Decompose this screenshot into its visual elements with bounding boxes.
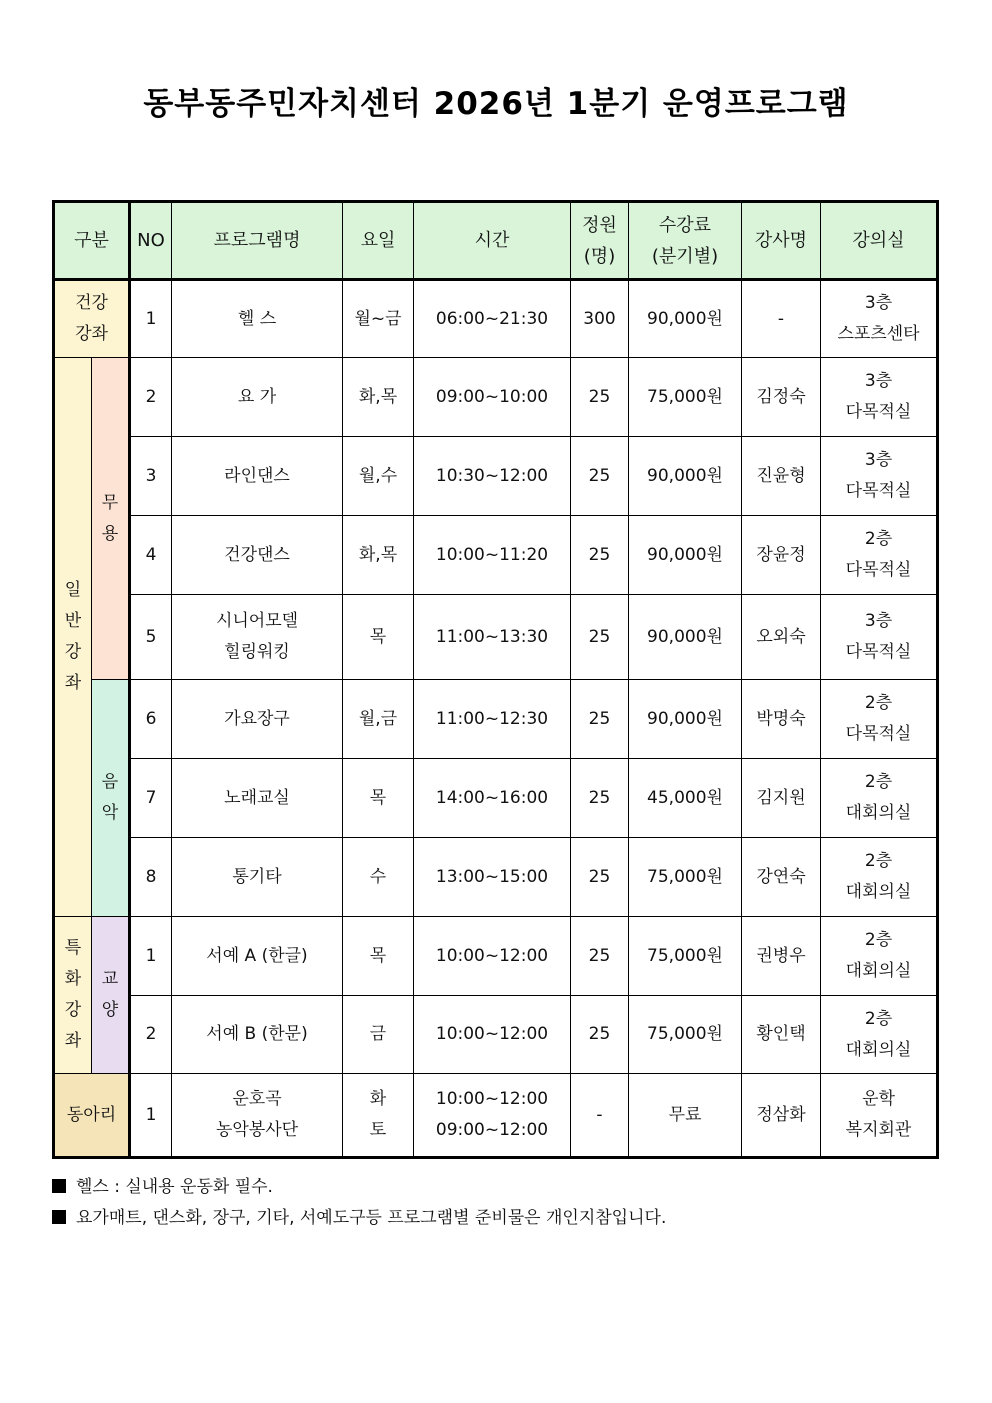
program-time: 11:00~13:30 — [414, 595, 571, 680]
header-row — [54, 202, 938, 280]
program-fee: 무료 — [629, 1074, 742, 1158]
row-no: 1 — [130, 1074, 172, 1158]
room-name: 다목적실 — [845, 724, 912, 744]
room-floor: 3층 — [864, 450, 893, 470]
program-fee: 90,000원 — [629, 437, 742, 516]
square-bullet-icon — [52, 1179, 66, 1193]
program-time: 13:00~15:00 — [414, 838, 571, 917]
program-capacity: 25 — [571, 516, 629, 595]
program-days: 월~금 — [343, 280, 414, 358]
program-time: 09:00~10:00 — [414, 358, 571, 437]
program-fee: 90,000원 — [629, 680, 742, 759]
program-instructor: - — [742, 280, 821, 358]
room-floor: 2층 — [864, 529, 893, 549]
subcategory-culture — [92, 917, 130, 1074]
category-club: 동아리 — [54, 1074, 130, 1158]
notes — [52, 1172, 666, 1234]
header-fee — [629, 202, 742, 280]
subcategory-culture-label: 교양 — [101, 969, 119, 1020]
program-days-line2: 토 — [369, 1120, 387, 1140]
room-name: 대회의실 — [845, 1039, 912, 1060]
room-floor: 3층 — [864, 371, 893, 391]
header-fee-line2: (분기별) — [651, 245, 719, 267]
row-no: 1 — [130, 280, 172, 358]
header-days: 요일 — [343, 202, 414, 280]
program-days: 월,금 — [343, 680, 414, 759]
header-category: 구분 — [54, 202, 130, 280]
category-general — [54, 358, 92, 917]
program-instructor: 황인택 — [742, 996, 821, 1074]
table-row — [54, 358, 938, 437]
program-room — [821, 358, 938, 437]
category-general-label: 일반강좌 — [64, 580, 82, 693]
room-floor: 2층 — [864, 693, 893, 713]
program-room — [821, 516, 938, 595]
program-capacity: - — [571, 1074, 629, 1158]
table-row — [54, 759, 938, 838]
program-name: 헬 스 — [172, 280, 343, 358]
header-capacity-line1: 정원 — [582, 214, 617, 236]
program-capacity: 25 — [571, 358, 629, 437]
program-name: 노래교실 — [172, 759, 343, 838]
program-instructor: 김지원 — [742, 759, 821, 838]
room-name: 스포츠센타 — [837, 324, 920, 344]
program-name: 가요장구 — [172, 680, 343, 759]
header-no: NO — [130, 202, 172, 280]
program-room — [821, 759, 938, 838]
program-time: 14:00~16:00 — [414, 759, 571, 838]
program-room — [821, 917, 938, 996]
table-row — [54, 280, 938, 358]
subcategory-dance-label: 무용 — [101, 492, 119, 544]
program-instructor: 진윤형 — [742, 437, 821, 516]
room-name: 다목적실 — [845, 402, 912, 422]
note-item — [52, 1172, 666, 1203]
room-floor: 운학 — [862, 1089, 895, 1109]
row-no: 8 — [130, 838, 172, 917]
program-fee: 90,000원 — [629, 595, 742, 680]
program-time-line1: 10:00~12:00 — [435, 1089, 549, 1109]
program-name: 통기타 — [172, 838, 343, 917]
room-name: 다목적실 — [845, 481, 912, 501]
header-program: 프로그램명 — [172, 202, 343, 280]
program-time: 10:00~11:20 — [414, 516, 571, 595]
room-floor: 3층 — [864, 293, 893, 313]
program-time: 10:30~12:00 — [414, 437, 571, 516]
row-no: 2 — [130, 358, 172, 437]
program-fee: 75,000원 — [629, 838, 742, 917]
program-time: 11:00~12:30 — [414, 680, 571, 759]
subcategory-dance — [92, 358, 130, 680]
room-name: 다목적실 — [845, 642, 912, 662]
room-name: 대회의실 — [845, 803, 912, 823]
category-health-line1: 건강 — [75, 293, 108, 313]
program-room — [821, 996, 938, 1074]
program-days: 목 — [343, 759, 414, 838]
table-row — [54, 680, 938, 759]
program-days: 목 — [343, 917, 414, 996]
program-instructor: 장윤정 — [742, 516, 821, 595]
program-capacity: 25 — [571, 759, 629, 838]
table-row — [54, 516, 938, 595]
program-name-line2: 힐링워킹 — [224, 642, 290, 662]
page-title: 동부동주민자치센터 2026년 1분기 운영프로그램 — [143, 86, 849, 122]
program-capacity: 300 — [571, 280, 629, 358]
room-name: 복지회관 — [845, 1120, 912, 1140]
program-capacity: 25 — [571, 437, 629, 516]
row-no: 5 — [130, 595, 172, 680]
program-room — [821, 680, 938, 759]
program-name: 라인댄스 — [172, 437, 343, 516]
table-row — [54, 838, 938, 917]
program-name: 요 가 — [172, 358, 343, 437]
program-days: 금 — [343, 996, 414, 1074]
program-name-line2: 농악봉사단 — [215, 1120, 299, 1140]
program-name: 서예 B (한문) — [172, 996, 343, 1074]
room-floor: 3층 — [864, 611, 893, 631]
program-capacity: 25 — [571, 996, 629, 1074]
program-days — [343, 1074, 414, 1158]
program-instructor: 강연숙 — [742, 838, 821, 917]
program-room — [821, 437, 938, 516]
program-instructor: 권병우 — [742, 917, 821, 996]
program-table — [52, 200, 939, 1159]
program-days: 화,목 — [343, 516, 414, 595]
program-name: 서예 A (한글) — [172, 917, 343, 996]
program-instructor: 박명숙 — [742, 680, 821, 759]
row-no: 6 — [130, 680, 172, 759]
program-capacity: 25 — [571, 680, 629, 759]
note-item — [52, 1203, 666, 1234]
program-name — [172, 595, 343, 680]
program-fee: 75,000원 — [629, 917, 742, 996]
program-capacity: 25 — [571, 917, 629, 996]
program-room — [821, 838, 938, 917]
program-days: 화,목 — [343, 358, 414, 437]
header-capacity — [571, 202, 629, 280]
program-days-line1: 화 — [369, 1089, 387, 1109]
table-row — [54, 437, 938, 516]
room-name: 대회의실 — [845, 882, 912, 902]
program-capacity: 25 — [571, 838, 629, 917]
table-row — [54, 595, 938, 680]
program-room — [821, 280, 938, 358]
program-days: 월,수 — [343, 437, 414, 516]
header-capacity-line2: (명) — [583, 245, 616, 267]
program-name-line1: 운호곡 — [232, 1089, 282, 1109]
program-fee: 75,000원 — [629, 996, 742, 1074]
program-days: 목 — [343, 595, 414, 680]
program-name-line1: 시니어모델 — [215, 611, 299, 631]
program-days: 수 — [343, 838, 414, 917]
square-bullet-icon — [52, 1210, 66, 1224]
header-time: 시간 — [414, 202, 571, 280]
room-floor: 2층 — [864, 851, 893, 871]
subcategory-music — [92, 680, 130, 917]
program-name: 건강댄스 — [172, 516, 343, 595]
category-health — [54, 280, 130, 358]
room-floor: 2층 — [864, 772, 893, 792]
program-time: 10:00~12:00 — [414, 917, 571, 996]
category-health-line2: 강좌 — [75, 324, 108, 344]
room-floor: 2층 — [864, 1008, 893, 1029]
program-time — [414, 1074, 571, 1158]
program-name — [172, 1074, 343, 1158]
subcategory-music-label: 음악 — [101, 772, 119, 823]
program-time-line2: 09:00~12:00 — [435, 1120, 549, 1140]
program-instructor: 오외숙 — [742, 595, 821, 680]
table-row — [54, 996, 938, 1074]
program-instructor: 정삼화 — [742, 1074, 821, 1158]
row-no: 3 — [130, 437, 172, 516]
room-floor: 2층 — [864, 930, 893, 950]
program-time: 10:00~12:00 — [414, 996, 571, 1074]
table-row — [54, 917, 938, 996]
program-fee: 90,000원 — [629, 280, 742, 358]
program-room — [821, 595, 938, 680]
program-time: 06:00~21:30 — [414, 280, 571, 358]
header-room: 강의실 — [821, 202, 938, 280]
program-fee: 45,000원 — [629, 759, 742, 838]
room-name: 다목적실 — [845, 560, 912, 580]
program-fee: 90,000원 — [629, 516, 742, 595]
note-text: 요가매트, 댄스화, 장구, 기타, 서예도구등 프로그램별 준비물은 개인지참입니다. — [76, 1208, 667, 1228]
program-room — [821, 1074, 938, 1158]
header-fee-line1: 수강료 — [658, 214, 712, 236]
row-no: 7 — [130, 759, 172, 838]
note-text: 헬스 : 실내용 운동화 필수. — [76, 1177, 273, 1197]
row-no: 4 — [130, 516, 172, 595]
room-name: 대회의실 — [845, 961, 912, 981]
row-no: 1 — [130, 917, 172, 996]
row-no: 2 — [130, 996, 172, 1074]
category-special — [54, 917, 92, 1074]
table-row — [54, 1074, 938, 1158]
program-capacity: 25 — [571, 595, 629, 680]
header-instructor: 강사명 — [742, 202, 821, 280]
category-special-label: 특화강좌 — [64, 938, 82, 1051]
program-instructor: 김정숙 — [742, 358, 821, 437]
program-fee: 75,000원 — [629, 358, 742, 437]
